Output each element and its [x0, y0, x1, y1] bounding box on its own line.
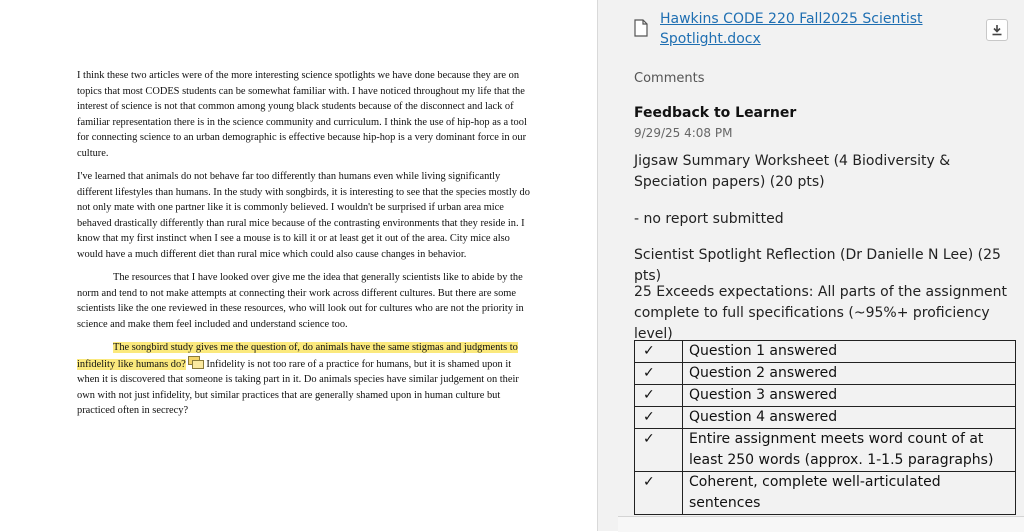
rubric-criterion: Question 4 answered	[683, 407, 1016, 429]
checkmark: ✓	[635, 385, 683, 407]
paragraph-4	[77, 340, 533, 419]
panel-footer-edge	[618, 516, 1024, 532]
feedback-line-4: 25 Exceeds expectations: All parts of the assignment complete to full specifications (~95%+ proficiency level)	[634, 284, 1007, 342]
rubric-criterion: Question 3 answered	[683, 385, 1016, 407]
rubric-criterion: Question 1 answered	[683, 341, 1016, 363]
document-body	[77, 68, 533, 427]
rubric-row	[635, 407, 1016, 429]
checkmark: ✓	[635, 363, 683, 385]
download-button[interactable]	[986, 19, 1008, 41]
rubric-row	[635, 341, 1016, 363]
feedback-date: 9/29/25 4:08 PM	[634, 126, 733, 140]
rubric-criterion: Entire assignment meets word count of at least 250 words (approx. 1-1.5 paragraphs)	[683, 429, 1016, 472]
paragraph-4-rest: Infidelity is not too rare of a practice for humans, but it is shamed upon it when it is discovered that someone is taking part in it. Do animals species have similar judgement on their own with not just infidelity, but similar practices that are generally shamed upon in human culture but practiced often in secrecy?	[77, 358, 519, 416]
download-icon	[991, 24, 1003, 36]
checkmark: ✓	[635, 472, 683, 515]
checkmark: ✓	[635, 429, 683, 472]
highlighted-text[interactable]: The songbird study gives me the question of, do animals have the same stigmas and judgments to infidelity like humans do?	[77, 342, 518, 370]
paragraph-3: The resources that I have looked over give me the idea that generally scientists like to abide by the norm and tend to not make attempts at connecting their work across different cultures. But there are some scientists like the one reviewed in these resources, who will look out for cultures who are not the priority in science and make them feel included and understand science too.	[77, 272, 524, 330]
document-icon	[634, 19, 648, 37]
feedback-line-3: Scientist Spotlight Reflection (Dr Danielle N Lee) (25 pts)	[634, 247, 1001, 284]
rubric-row	[635, 429, 1016, 472]
attachment-link[interactable]: Hawkins CODE 220 Fall2025 Scientist Spotlight.docx	[660, 11, 923, 47]
feedback-panel	[598, 0, 1024, 531]
rubric-row	[635, 472, 1016, 515]
comment-marker-icon[interactable]	[188, 356, 204, 370]
paragraph-2: I've learned that animals do not behave far too differently than humans even while living significantly different lifestyles than humans. In the study with songbirds, it is interesting to see that the species mostly do not only mate with one partner like it is commonly believed. I wouldn't be surprised if urban area mice behaved drastically differently than rural mice because of the contrasting environments that they reside in. I know that my first instinct when I see a mouse is to kill it or at least get it out of the area. City mice also would have a much different diet than rural mice which could also cause changes in behavior.	[77, 171, 530, 260]
rubric-criterion: Coherent, complete well-articulated sentences	[683, 472, 1016, 515]
checkmark: ✓	[635, 341, 683, 363]
feedback-line-1: Jigsaw Summary Worksheet (4 Biodiversity & Speciation papers) (20 pts)	[634, 153, 951, 190]
comments-heading: Comments	[634, 71, 705, 86]
document-page	[8, 0, 597, 531]
rubric-table	[634, 340, 1016, 515]
paragraph-1: I think these two articles were of the more interesting science spotlights we have done because they are on topics that most CODES students can be somewhat familiar with. I have noticed throughout my life that the interest of science is not that common among young black students because of the disconnect and lack of familiar representation there is in the science community and curriculum. I think the use of hip-hop as a tool for connecting science to an urban demographic is effective because hip-hop is a very dominant force in our culture.	[77, 70, 527, 159]
rubric-row	[635, 385, 1016, 407]
rubric-criterion: Question 2 answered	[683, 363, 1016, 385]
feedback-line-2: - no report submitted	[634, 211, 784, 227]
checkmark: ✓	[635, 407, 683, 429]
feedback-title: Feedback to Learner	[634, 105, 797, 121]
rubric-row	[635, 363, 1016, 385]
